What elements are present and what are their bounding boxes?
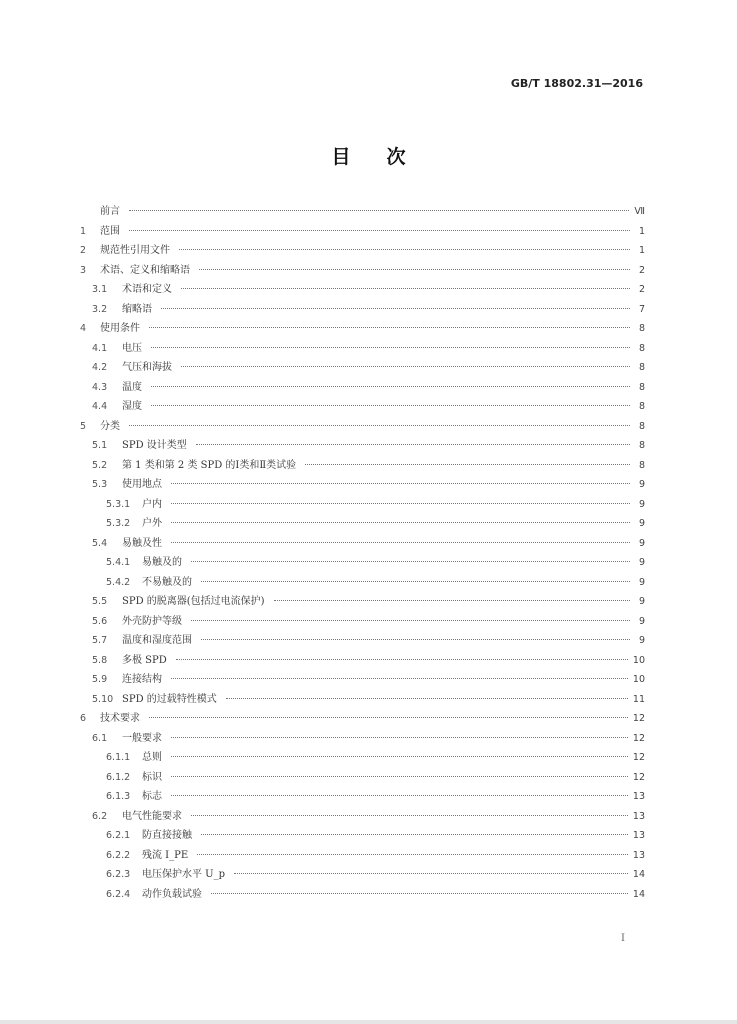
toc-entry xyxy=(80,553,645,573)
toc-entry-title: 气压和海拔 xyxy=(122,362,172,373)
toc-entry-title: 术语和定义 xyxy=(122,284,172,295)
toc-entry-title: 规范性引用文件 xyxy=(100,245,170,256)
toc-entry-number: 5.7 xyxy=(92,635,108,646)
toc-dot-leader xyxy=(179,249,630,250)
toc-entry-number: 6.1.3 xyxy=(106,791,131,802)
toc-entry-page: 8 xyxy=(638,381,645,393)
toc-entry-number: 4.4 xyxy=(92,401,108,412)
toc-entry-title: 外壳防护等级 xyxy=(122,615,182,627)
toc-entry xyxy=(80,534,645,554)
toc-dot-leader xyxy=(129,425,630,426)
toc-dot-leader xyxy=(181,288,630,289)
toc-entry-number: 4.2 xyxy=(92,362,108,373)
toc-entry-page: 8 xyxy=(638,323,645,334)
toc-entry-page: 8 xyxy=(638,401,645,412)
toc-entry-number: 5.3 xyxy=(92,479,108,490)
toc-entry xyxy=(80,397,645,417)
toc-entry-page: 13 xyxy=(632,849,645,861)
toc-entry-page: 13 xyxy=(632,810,645,822)
toc-entry-number: 5.2 xyxy=(92,459,108,471)
bottom-edge-bar xyxy=(0,1020,737,1024)
toc-dot-leader xyxy=(191,815,628,816)
toc-entry xyxy=(80,222,645,242)
toc-entry-number: 5.1 xyxy=(92,440,108,451)
toc-entry xyxy=(80,358,645,378)
page-number: I xyxy=(621,933,625,944)
toc-entry-page: 7 xyxy=(638,303,645,315)
toc-entry-page: 8 xyxy=(638,440,645,451)
toc-entry-page: 11 xyxy=(632,693,645,705)
toc-entry xyxy=(80,339,645,359)
toc-entry-title: 术语、定义和缩略语 xyxy=(100,264,190,276)
toc-entry-page: 13 xyxy=(632,830,645,841)
toc-entry-title: 缩略语 xyxy=(122,303,152,315)
toc-entry-number: 3.2 xyxy=(92,303,108,315)
toc-entry-title: SPD 的过载特性模式 xyxy=(122,693,217,705)
toc-entry-title: 总则 xyxy=(142,752,162,763)
toc-entry-page: 9 xyxy=(638,498,645,510)
toc-entry-number: 5.6 xyxy=(92,615,108,627)
toc-entry xyxy=(80,846,645,866)
toc-entry xyxy=(80,202,645,222)
toc-entry-page: 14 xyxy=(632,869,645,880)
toc-dot-leader xyxy=(171,522,630,523)
toc-entry-number: 5.4 xyxy=(92,537,108,549)
toc-dot-leader xyxy=(151,347,630,348)
toc-dot-leader xyxy=(201,639,630,640)
toc-dot-leader xyxy=(196,444,630,445)
toc-entry-number: 3 xyxy=(80,264,87,276)
toc-entry-title: 前言 xyxy=(100,206,120,217)
toc-entry-title: SPD 的脱离器(包括过电流保护) xyxy=(122,596,265,607)
toc-entry-title: 范围 xyxy=(100,225,120,237)
toc-entry-number: 5.9 xyxy=(92,674,108,685)
toc-dot-leader xyxy=(201,581,630,582)
toc-entry-title: 一般要求 xyxy=(122,732,162,744)
toc-entry-title: 电气性能要求 xyxy=(122,810,182,822)
toc-entry xyxy=(80,651,645,671)
toc-entry-number: 5.8 xyxy=(92,654,108,666)
toc-entry-title: 温度和湿度范围 xyxy=(122,635,192,646)
toc-entry-page: 14 xyxy=(632,888,645,900)
toc-entry xyxy=(80,495,645,515)
toc-entry-title: 技术要求 xyxy=(100,713,140,724)
toc-entry-page: 9 xyxy=(638,576,645,588)
toc-entry xyxy=(80,787,645,807)
toc-dot-leader xyxy=(181,366,630,367)
toc-entry-title: 易触及性 xyxy=(122,537,162,549)
toc-entry xyxy=(80,748,645,768)
toc-entry-page: 9 xyxy=(638,518,645,529)
toc-entry-page: 9 xyxy=(638,615,645,627)
toc-entry-number: 6.2.2 xyxy=(106,849,131,861)
toc-dot-leader xyxy=(199,269,630,270)
toc-entry-number: 5.4.2 xyxy=(106,576,131,588)
toc-entry-number: 6.1.1 xyxy=(106,752,131,763)
toc-entry-number: 4.1 xyxy=(92,342,108,354)
toc-entry xyxy=(80,514,645,534)
toc-entry-page: 12 xyxy=(632,713,645,724)
toc-entry-number: 2 xyxy=(80,245,87,256)
toc-entry-number: 1 xyxy=(80,225,87,237)
toc-entry-number: 6 xyxy=(80,713,87,724)
toc-dot-leader xyxy=(274,600,630,601)
toc-entry-title: 多极 SPD xyxy=(122,654,167,666)
toc-dot-leader xyxy=(149,717,628,718)
toc-entry-page: 12 xyxy=(632,732,645,744)
toc-entry-page: 9 xyxy=(638,537,645,549)
toc-entry-page: 8 xyxy=(638,420,645,432)
toc-entry xyxy=(80,261,645,281)
toc-dot-leader xyxy=(171,678,628,679)
toc-entry-page: 8 xyxy=(638,342,645,354)
toc-entry-number: 6.1 xyxy=(92,732,108,744)
toc-entry-page: 2 xyxy=(638,264,645,276)
toc-entry-title: 使用条件 xyxy=(100,323,140,334)
toc-entry-number: 6.2.1 xyxy=(106,830,131,841)
toc-dot-leader xyxy=(151,386,630,387)
toc-entry xyxy=(80,709,645,729)
toc-dot-leader xyxy=(197,854,628,855)
toc-entry xyxy=(80,670,645,690)
toc-entry xyxy=(80,690,645,710)
toc-entry-page: 8 xyxy=(638,362,645,373)
toc-entry-number: 5.5 xyxy=(92,596,108,607)
toc-entry-page: 9 xyxy=(638,557,645,568)
toc-entry-page: 9 xyxy=(638,635,645,646)
toc-dot-leader xyxy=(211,893,628,894)
toc-entry-number: 5 xyxy=(80,420,87,432)
toc-entry-number: 5.10 xyxy=(92,693,114,705)
toc-entry xyxy=(80,456,645,476)
toc-entry-number: 6.1.2 xyxy=(106,771,131,783)
toc-dot-leader xyxy=(171,776,628,777)
toc-entry-title: 易触及的 xyxy=(142,557,182,568)
toc-entry xyxy=(80,612,645,632)
toc-entry-page: 10 xyxy=(632,654,645,666)
toc-entry-page: 10 xyxy=(632,674,645,685)
toc-entry xyxy=(80,417,645,437)
toc-dot-leader xyxy=(191,561,630,562)
toc-entry-page: 1 xyxy=(638,245,645,256)
toc-dot-leader xyxy=(149,327,630,328)
toc-entry-title: 使用地点 xyxy=(122,479,162,490)
toc-entry-page: 13 xyxy=(632,791,645,802)
toc-entry-title: 户外 xyxy=(142,518,162,529)
toc-entry-page: 9 xyxy=(638,596,645,607)
toc-entry xyxy=(80,729,645,749)
toc-dot-leader xyxy=(171,542,630,543)
toc-entry-page: 2 xyxy=(638,284,645,295)
toc-entry-number: 5.3.1 xyxy=(106,498,131,510)
toc-entry-number: 5.3.2 xyxy=(106,518,131,529)
toc-entry-number: 4.3 xyxy=(92,381,108,393)
toc-dot-leader xyxy=(171,503,630,504)
toc-entry-page: 12 xyxy=(632,771,645,783)
toc-dot-leader xyxy=(226,698,628,699)
toc-dot-leader xyxy=(191,620,630,621)
toc-entry-number: 6.2.3 xyxy=(106,869,131,880)
toc-entry-title: 湿度 xyxy=(122,401,142,412)
toc-entry-title: 防直接接触 xyxy=(142,830,192,841)
toc-entry-number: 3.1 xyxy=(92,284,108,295)
toc-dot-leader xyxy=(151,405,630,406)
toc-entry xyxy=(80,300,645,320)
toc-entry-title: 动作负载试验 xyxy=(142,888,202,900)
toc-entry-title: 户内 xyxy=(142,498,162,510)
toc-dot-leader xyxy=(171,737,628,738)
toc-dot-leader xyxy=(161,308,630,309)
toc-entry-number: 6.2 xyxy=(92,810,108,822)
toc-entry xyxy=(80,241,645,261)
toc-entry xyxy=(80,436,645,456)
toc-entry-title: 连接结构 xyxy=(122,674,162,685)
toc-entry-title: 标志 xyxy=(142,791,162,802)
toc-entry-page: 1 xyxy=(638,225,645,237)
toc-entry-page: 8 xyxy=(638,459,645,471)
toc-list xyxy=(80,202,645,904)
toc-entry xyxy=(80,826,645,846)
toc-entry xyxy=(80,885,645,905)
toc-dot-leader xyxy=(171,795,628,796)
toc-entry xyxy=(80,319,645,339)
toc-entry-title: 残流 I_PE xyxy=(142,849,189,861)
toc-entry xyxy=(80,807,645,827)
toc-dot-leader xyxy=(176,659,628,660)
toc-entry-title: SPD 设计类型 xyxy=(122,440,187,451)
toc-entry-page: 9 xyxy=(638,479,645,490)
toc-entry-title: 不易触及的 xyxy=(142,576,192,588)
toc-entry xyxy=(80,573,645,593)
toc-entry xyxy=(80,378,645,398)
toc-dot-leader xyxy=(234,873,628,874)
toc-entry xyxy=(80,865,645,885)
toc-entry-title: 电压保护水平 U_p xyxy=(142,869,226,880)
toc-entry-number: 6.2.4 xyxy=(106,888,131,900)
toc-entry-title: 温度 xyxy=(122,381,142,393)
toc-entry-number: 4 xyxy=(80,323,87,334)
toc-entry xyxy=(80,592,645,612)
toc-entry-page: Ⅶ xyxy=(634,206,645,217)
toc-entry-title: 电压 xyxy=(122,342,142,354)
toc-entry-number: 5.4.1 xyxy=(106,557,131,568)
toc-title: 目次 xyxy=(331,146,442,168)
toc-dot-leader xyxy=(129,230,630,231)
toc-entry-title: 标识 xyxy=(142,771,162,783)
toc-dot-leader xyxy=(171,483,630,484)
toc-entry xyxy=(80,475,645,495)
toc-entry xyxy=(80,280,645,300)
standard-code: GB/T 18802.31—2016 xyxy=(510,77,643,90)
toc-entry-title: 第 1 类和第 2 类 SPD 的Ⅰ类和Ⅱ类试验 xyxy=(122,459,297,471)
toc-dot-leader xyxy=(201,834,628,835)
toc-entry xyxy=(80,768,645,788)
toc-dot-leader xyxy=(171,756,628,757)
toc-dot-leader xyxy=(129,210,629,211)
toc-entry xyxy=(80,631,645,651)
toc-dot-leader xyxy=(305,464,630,465)
toc-entry-title: 分类 xyxy=(100,420,120,432)
toc-entry-page: 12 xyxy=(632,752,645,763)
